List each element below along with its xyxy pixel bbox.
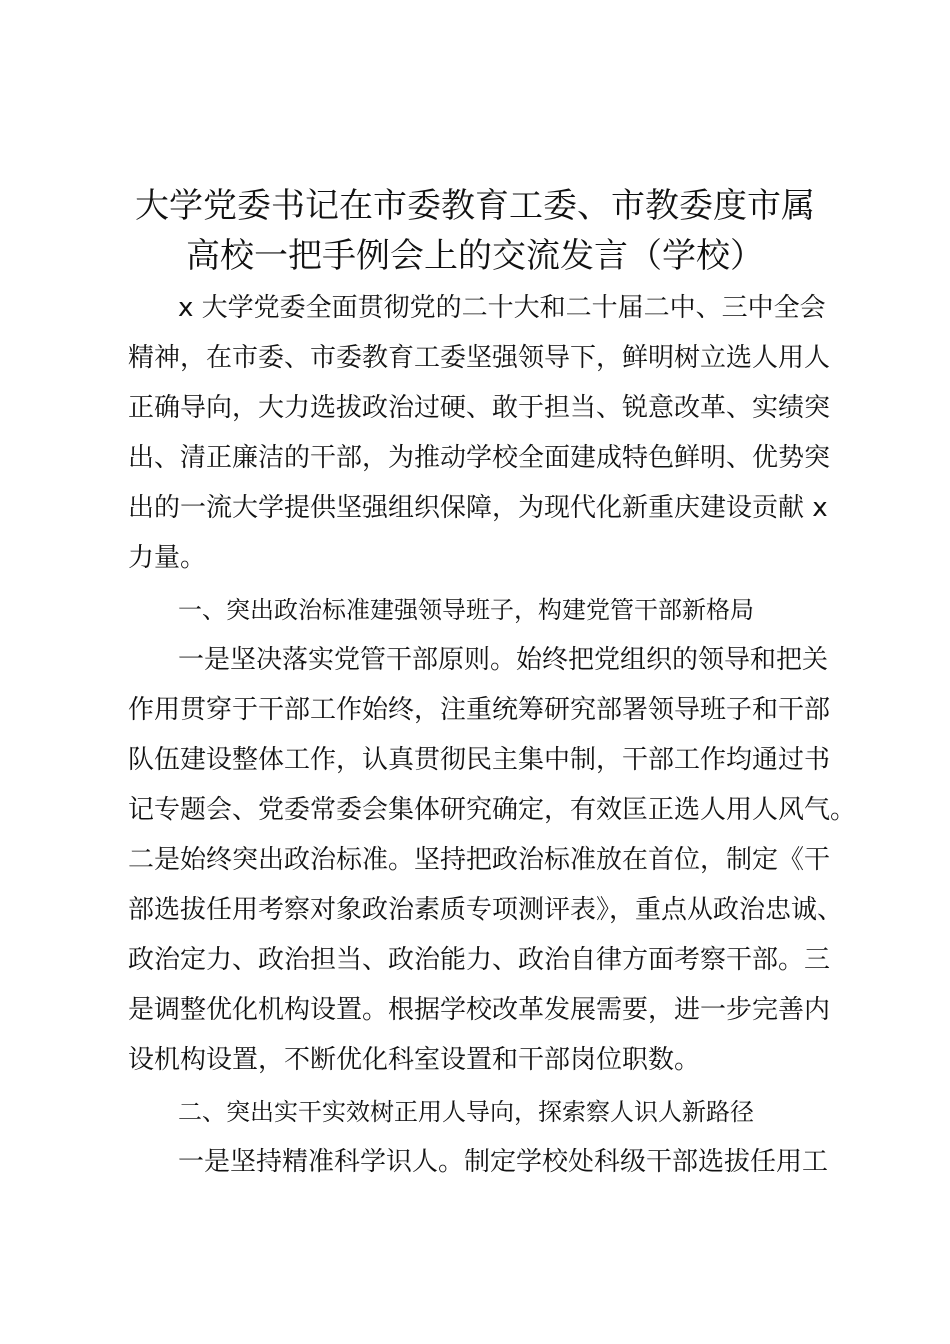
paragraph-1-line-1: x 大学党委全面贯彻党的二十大和二十届二中、三中全会 (178, 293, 826, 323)
section-2-heading: 二、突出实干实效树正用人导向，探索察人识人新路径 (178, 1098, 754, 1126)
section-1-line-4: 记专题会、党委常委会集体研究确定，有效匡正选人用人风气。 (128, 795, 857, 825)
document-title-line-1: 大学党委书记在市委教育工委、市教委度市属 (135, 186, 815, 226)
paragraph-1-line-6: 力量。 (128, 543, 207, 573)
section-1-line-7: 政治定力、政治担当、政治能力、政治自律方面考察干部。三 (128, 945, 831, 975)
document-title-line-2: 高校一把手例会上的交流发言（学校） (186, 236, 764, 276)
section-1-line-9: 设机构设置，不断优化科室设置和干部岗位职数。 (128, 1045, 701, 1075)
section-1-line-3: 队伍建设整体工作，认真贯彻民主集中制，干部工作均通过书 (128, 745, 831, 775)
section-2-line-1: 一是坚持精准科学识人。制定学校处科级干部选拔任用工 (178, 1147, 829, 1177)
section-1-line-8: 是调整优化机构设置。根据学校改革发展需要，进一步完善内 (128, 995, 831, 1025)
section-1-heading: 一、突出政治标准建强领导班子，构建党管干部新格局 (178, 596, 754, 624)
section-1-line-6: 部选拔任用考察对象政治素质专项测评表》，重点从政治忠诚、 (128, 895, 844, 925)
paragraph-1-line-3: 正确导向，大力选拔政治过硬、敢于担当、锐意改革、实绩突 (128, 393, 831, 423)
section-1-line-1: 一是坚决落实党管干部原则。始终把党组织的领导和把关 (178, 645, 829, 675)
section-1-line-2: 作用贯穿于干部工作始终，注重统筹研究部署领导班子和干部 (128, 695, 831, 725)
section-1-line-5: 二是始终突出政治标准。坚持把政治标准放在首位，制定《干 (128, 845, 831, 875)
paragraph-1-line-4: 出、清正廉洁的干部，为推动学校全面建成特色鲜明、优势突 (128, 443, 831, 473)
paragraph-1-line-5: 出的一流大学提供坚强组织保障，为现代化新重庆建设贡献 x (128, 493, 828, 523)
paragraph-1-line-2: 精神，在市委、市委教育工委坚强领导下，鲜明树立选人用人 (128, 343, 831, 373)
